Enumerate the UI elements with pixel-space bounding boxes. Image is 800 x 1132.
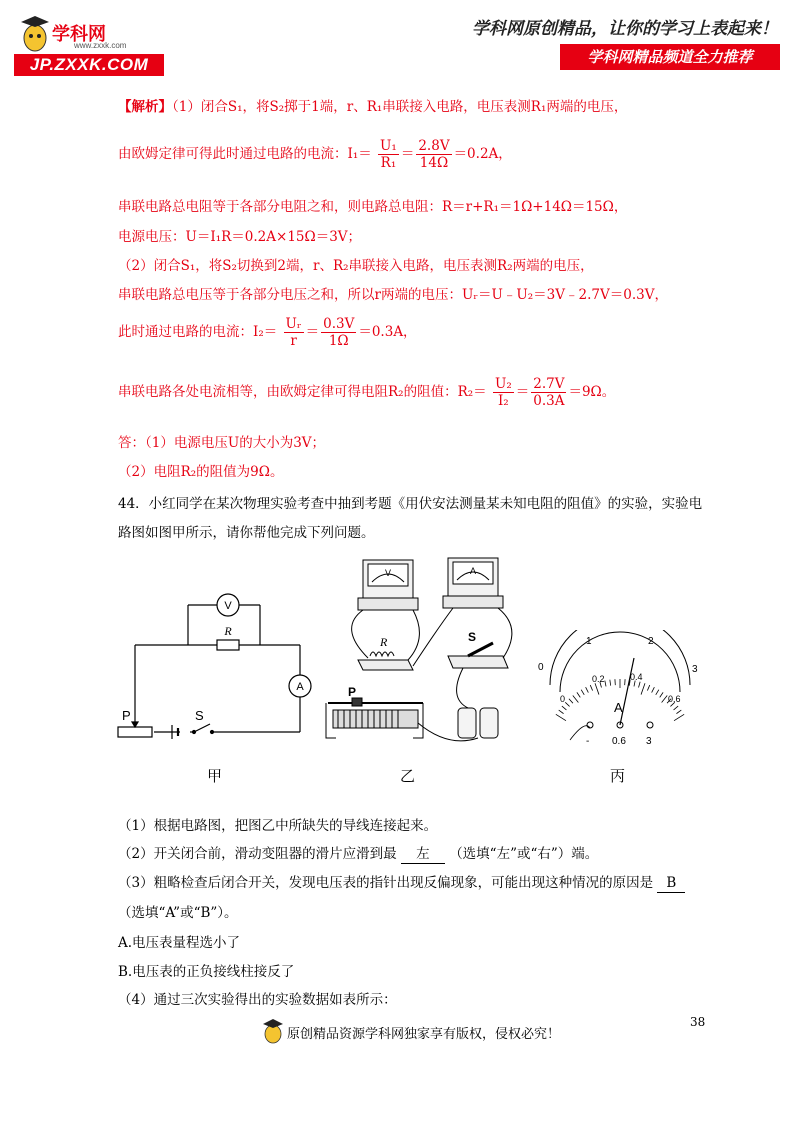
scale-tick: [573, 695, 579, 702]
scale-tick: [581, 690, 584, 695]
copyright: 原创精品资源学科网独家享有版权，侵权必究！: [287, 1027, 561, 1042]
analysis-line-2: 由欧姆定律可得此时通过电路的电流：I₁＝ $\frac{\text{U₁}}{\text{R₁}}$ ＝ $\frac{2.8V}{14\Omega}$ ＝0.2A，: [118, 138, 512, 171]
scale-tick: [562, 706, 567, 710]
analysis-tag: 【解析】: [118, 99, 172, 115]
fraction: $\frac{\text{U₂}}{\text{I₂}}$: [494, 376, 512, 409]
question-44-text-1: 44．小红同学在某次物理实验考查中抽到考题《用伏安法测量某未知电阻的阻值》的实验，实验电: [118, 496, 703, 512]
page-number: 38: [690, 1015, 706, 1029]
logo-url: JP.ZXXK.COM: [14, 54, 164, 76]
scale-tick: [674, 706, 679, 710]
scale-tick: [641, 683, 645, 694]
subquestion-3-note: （选填“A”或“B”）。: [118, 905, 238, 921]
answer-line-1: 答：（1）电源电压U的大小为3V；: [118, 435, 326, 451]
answer-blank: B: [657, 874, 685, 893]
analysis-line-1: 【解析】（1）闭合S₁，将S₂掷于1端，r、R₁串联接入电路，电压表测R₁两端的电压，: [118, 99, 628, 115]
svg-text:0.2: 0.2: [592, 674, 605, 684]
analysis-line-7: 此时通过电路的电流：I₂＝ $\frac{\text{Uᵣ}}{r}$ ＝ $\frac{0.3V}{1\Omega}$ ＝0.3A，: [118, 316, 417, 349]
svg-text:P: P: [348, 685, 357, 699]
svg-text:2: 2: [648, 636, 654, 647]
fraction: $\frac{\text{U₁}}{\text{R₁}}$: [380, 138, 397, 171]
svg-text:0.6: 0.6: [668, 694, 681, 704]
svg-text:1: 1: [586, 636, 592, 647]
subquestion-3: （3）粗略检查后闭合开关，发现电压表的指针出现反偏现象，可能出现这种情况的原因是 B: [118, 874, 685, 893]
scale-tick: [577, 692, 580, 697]
mascot-icon: [18, 14, 52, 54]
scale-tick: [590, 685, 592, 691]
scale-tick: [595, 683, 599, 694]
logo-name: 学科网: [52, 24, 106, 44]
subquestion-4: （4）通过三次实验得出的实验数据如表所示：: [118, 992, 397, 1008]
svg-text:3: 3: [646, 736, 652, 747]
question-44-text-2: 路图如图甲所示，请你帮他完成下列问题。: [118, 525, 375, 541]
analysis-line-8: 串联电路各处电流相等，由欧姆定律可得电阻R₂的阻值：R₂＝ $\frac{\text{U₂}}{\text{I₂}}$ ＝ $\frac{2.7V}{0.3A}$ ＝9Ω。: [118, 376, 616, 409]
scale-tick: [647, 685, 649, 691]
analysis-line-6: 串联电路总电压等于各部分电压之和，所以r两端的电压：Uᵣ＝U﹣U₂＝3V﹣2.7V＝0.3V，: [118, 287, 668, 303]
figure-caption-yi: 乙: [400, 767, 416, 785]
resistor-label: R: [224, 624, 232, 638]
svg-text:0: 0: [538, 662, 544, 673]
scale-tick: [676, 710, 681, 714]
ammeter-scale-bing: [530, 630, 705, 755]
scale-tick: [656, 690, 659, 695]
banner: 学科网精品频道全力推荐: [560, 44, 780, 70]
analysis-line-5: （2）闭合S₁，将S₂切换到2端，r、R₂串联接入电路，电压表测R₂两端的电压，: [118, 258, 594, 274]
svg-text:R: R: [380, 635, 388, 649]
scale-tick: [569, 699, 573, 703]
scale-tick: [605, 681, 606, 687]
svg-text:S: S: [468, 630, 477, 644]
ammeter-label: A: [296, 681, 304, 693]
svg-text:A: A: [469, 566, 477, 576]
scale-tick: [565, 702, 569, 706]
svg-text:0.6: 0.6: [612, 736, 626, 747]
switch-label: S: [195, 708, 204, 723]
apparatus-diagram-yi: [318, 548, 528, 753]
answer-line-2: （2）电阻R₂的阻值为9Ω。: [118, 464, 284, 480]
fraction: $\frac{\text{Uᵣ}}{r}$: [285, 316, 302, 349]
svg-text:-: -: [586, 736, 590, 747]
svg-text:0: 0: [560, 694, 566, 704]
scale-tick: [610, 680, 611, 686]
logo: [14, 14, 164, 76]
fraction: $\frac{2.7V}{0.3A}$: [533, 376, 565, 409]
voltmeter-label: V: [224, 600, 232, 612]
svg-text:A: A: [614, 700, 623, 715]
svg-text:0.4: 0.4: [630, 672, 643, 682]
logo-small: www.zxxk.com: [74, 41, 127, 50]
scale-tick: [639, 682, 641, 688]
fraction: $\frac{0.3V}{1\Omega}$: [323, 316, 355, 349]
answer-blank: 左: [401, 845, 445, 864]
option-b: B.电压表的正负接线柱接反了: [118, 964, 295, 980]
mascot-icon: [262, 1018, 284, 1044]
figure-caption-jia: 甲: [207, 767, 223, 785]
subquestion-2: （2）开关闭合前，滑动变阻器的滑片应滑到最 左 （选填“左”或“右”）端。: [118, 846, 599, 862]
scale-tick: [662, 695, 668, 702]
subquestion-1: （1）根据电路图，把图乙中所缺失的导线连接起来。: [118, 818, 438, 834]
svg-text:3: 3: [692, 664, 698, 675]
scale-tick: [559, 710, 564, 714]
scale-tick: [652, 687, 655, 692]
circuit-diagram-jia: [110, 580, 320, 745]
option-a: A.电压表量程选小了: [118, 935, 241, 951]
scale-tick: [660, 692, 663, 697]
scale-tick: [674, 714, 684, 720]
analysis-line-4: 电源电压：U＝I₁R＝0.2A×15Ω＝3V；: [118, 229, 362, 245]
svg-text:V: V: [384, 568, 392, 578]
scale-tick: [586, 687, 589, 692]
analysis-line-3: 串联电路总电阻等于各部分电阻之和，则电路总电阻：R＝r+R₁＝1Ω+14Ω＝15Ω，: [118, 199, 628, 215]
scale-tick: [556, 714, 566, 720]
fraction: $\frac{2.8V}{14\Omega}$: [418, 138, 450, 171]
slogan: 学科网原创精品，让你的学习上表起来！: [472, 19, 778, 39]
slider-label: P: [122, 708, 131, 723]
figure-caption-bing: 丙: [610, 767, 626, 785]
